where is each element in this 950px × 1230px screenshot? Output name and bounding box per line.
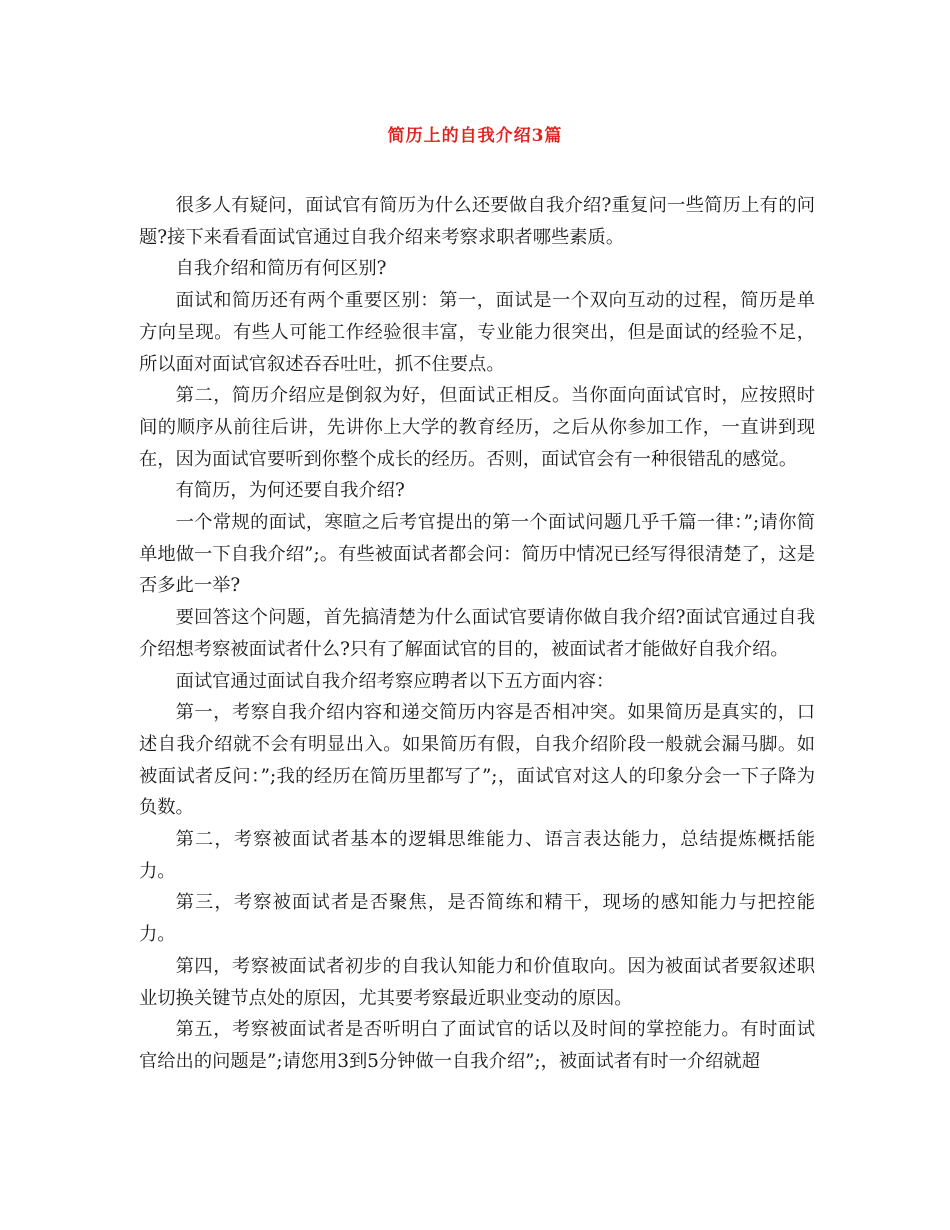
paragraph: 第四，考察被面试者初步的自我认知能力和价值取向。因为被面试者要叙述职业切换关键节点处的原因，尤其要考察最近职业变动的原因。 <box>139 955 815 1009</box>
paragraph: 面试和简历还有两个重要区别：第一，面试是一个双向互动的过程，简历是单方向呈现。有些人可能工作经验很丰富，专业能力很突出，但是面试的经验不足，所以面对面试官叙述吞吞吐吐，抓不住要点。 <box>139 290 815 375</box>
paragraph: 第二，简历介绍应是倒叙为好，但面试正相反。当你面向面试官时，应按照时间的顺序从前往后讲，先讲你上大学的教育经历，之后从你参加工作，一直讲到现在，因为面试官要听到你整个成长的经历。否则，面试官会有一种很错乱的感觉。 <box>139 385 815 470</box>
paragraph: 第五，考察被面试者是否听明白了面试官的话以及时间的掌控能力。有时面试官给出的问题是”;请您用3到5分钟做一自我介绍”;，被面试者有时一介绍就超 <box>139 1019 815 1072</box>
paragraph: 要回答这个问题，首先搞清楚为什么面试官要请你做自我介绍?面试官通过自我介绍想考察被面试者什么?只有了解面试官的目的，被面试者才能做好自我介绍。 <box>139 607 815 660</box>
document-title: 简历上的自我介绍3篇 <box>387 126 563 146</box>
paragraph: 第三，考察被面试者是否聚焦，是否简练和精干，现场的感知能力与把控能力。 <box>139 892 815 946</box>
document-body <box>139 190 815 1078</box>
paragraph: 第二，考察被面试者基本的逻辑思维能力、语言表达能力，总结提炼概括能力。 <box>139 829 815 882</box>
paragraph: 一个常规的面试，寒暄之后考官提出的第一个面试问题几乎千篇一律：”;请你简单地做一下自我介绍”;。有些被面试者都会问：简历中情况已经写得很清楚了，这是否多此一举? <box>139 512 815 597</box>
paragraph: 面试官通过面试自我介绍考察应聘者以下五方面内容： <box>175 670 615 692</box>
paragraph: 有简历，为何还要自我介绍? <box>175 480 405 502</box>
paragraph: 自我介绍和简历有何区别? <box>175 258 387 280</box>
paragraph: 很多人有疑问，面试官有简历为什么还要做自我介绍?重复问一些简历上有的问题?接下来看看面试官通过自我介绍来考察求职者哪些素质。 <box>139 195 815 248</box>
paragraph: 第一，考察自我介绍内容和递交简历内容是否相冲突。如果简历是真实的，口述自我介绍就不会有明显出入。如果简历有假，自我介绍阶段一般就会漏马脚。如被面试者反问：”;我的经历在简历里都写了”;，面试官对这人的印象分会一下子降为负数。 <box>139 702 815 819</box>
